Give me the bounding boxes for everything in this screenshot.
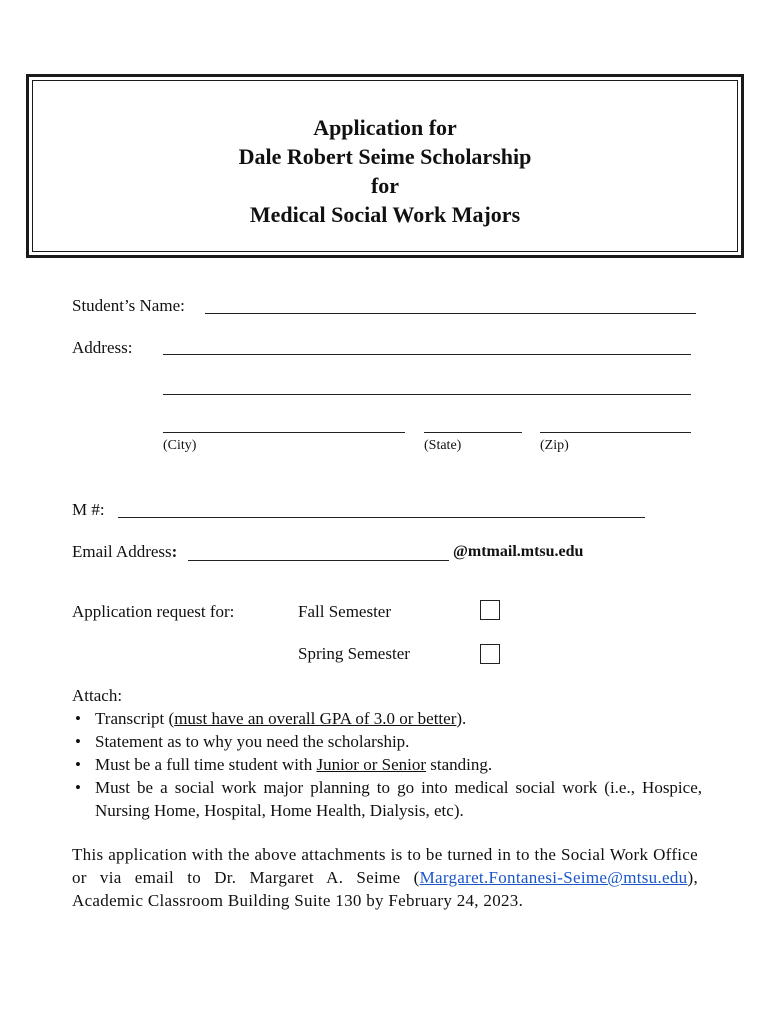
email-label: Email Address: [72, 542, 172, 561]
m-number-field[interactable]: [118, 517, 645, 518]
list-item-text: Transcript (: [95, 709, 175, 728]
title-line-3: for: [370, 173, 400, 198]
email-colon: :: [171, 542, 178, 561]
list-item: [75, 730, 702, 753]
attach-list: [72, 707, 702, 822]
state-field[interactable]: [424, 432, 522, 433]
list-item: [75, 753, 702, 776]
submission-instructions: [72, 843, 698, 912]
spring-semester-checkbox[interactable]: [480, 644, 500, 664]
zip-label: (Zip): [540, 438, 569, 453]
contact-email-link[interactable]: Margaret.Fontanesi-Seime@mtsu.edu: [419, 868, 688, 887]
city-field[interactable]: [163, 432, 405, 433]
student-name-label: Student’s Name:: [72, 296, 185, 315]
email-field[interactable]: [188, 560, 449, 561]
bullet-icon: •: [75, 709, 81, 728]
title-line-4: Medical Social Work Majors: [249, 202, 521, 227]
list-item-text: Statement as to why you need the scholarship.: [95, 732, 410, 751]
state-label: (State): [424, 438, 462, 453]
instructions-text: This application with the above attachments is to be turned in to the Social Work Office or via email to Dr. Margaret A. Seime (: [72, 845, 698, 887]
attach-section: [72, 684, 702, 822]
address-line-1-field[interactable]: [163, 354, 691, 355]
list-item-text: standing.: [426, 755, 493, 774]
address-label: Address:: [72, 338, 133, 357]
bullet-icon: •: [75, 755, 81, 774]
fall-semester-label: Fall Semester: [298, 602, 392, 621]
gpa-requirement: must have an overall GPA of 3.0 or better: [174, 709, 457, 728]
title-line-1: Application for: [313, 115, 457, 140]
standing-requirement: Junior or Senior: [316, 755, 426, 774]
title-line-2: Dale Robert Seime Scholarship: [238, 144, 532, 169]
m-number-label: M #:: [72, 500, 105, 519]
list-item-text: Must be a social work major planning to go into medical social work (i.e., Hospice, Nursing Home, Hospital, Home Health, Dialysis, etc).: [95, 778, 702, 820]
instructions-text: ), Academic Classroom Building Suite 130 by February 24, 2023.: [72, 868, 698, 910]
list-item-text: ).: [456, 709, 467, 728]
email-domain: @mtmail.mtsu.edu: [453, 543, 584, 560]
zip-field[interactable]: [540, 432, 691, 433]
title-box: [26, 74, 744, 258]
attach-heading: Attach:: [72, 686, 123, 705]
fall-semester-checkbox[interactable]: [480, 600, 500, 620]
bullet-icon: •: [75, 732, 81, 751]
student-name-field[interactable]: [205, 313, 696, 314]
list-item: [75, 776, 702, 822]
list-item: [75, 707, 702, 730]
list-item-text: Must be a full time student with: [95, 755, 317, 774]
bullet-icon: •: [75, 778, 81, 797]
spring-semester-label: Spring Semester: [298, 644, 410, 663]
address-line-2-field[interactable]: [163, 394, 691, 395]
application-request-label: Application request for:: [72, 602, 235, 621]
city-label: (City): [163, 438, 197, 453]
email-label-wrap: [72, 542, 177, 562]
form-title: [29, 113, 741, 229]
